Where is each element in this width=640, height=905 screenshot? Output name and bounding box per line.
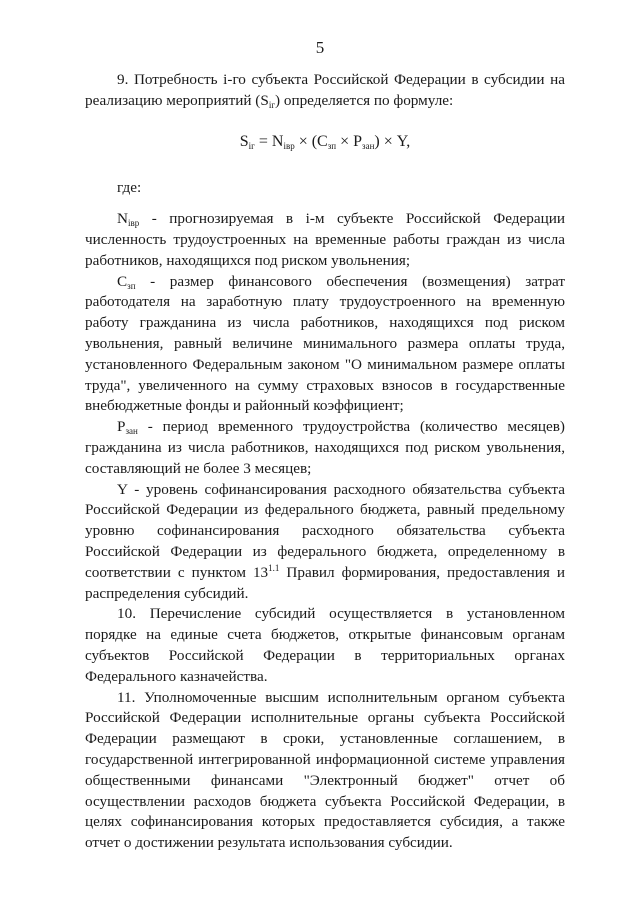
document-body <box>85 70 565 854</box>
definition-n <box>85 209 565 271</box>
definition-p-text: - период временного трудоустройства (количество месяцев) гражданина из числа работников, находящихся под риском увольнения, составляющий не более 3 месяцев; <box>85 418 565 477</box>
formula-n: = N <box>254 132 284 150</box>
definition-y-text-b: Правил формирования, предоставления и распределения субсидий. <box>85 563 565 602</box>
formula <box>85 132 565 153</box>
definition-p <box>85 417 565 479</box>
definition-y <box>85 480 565 605</box>
spacer <box>85 199 565 209</box>
paragraph-9 <box>85 70 565 112</box>
formula-s-sub: iг <box>248 140 255 151</box>
paragraph-9-text-a: 9. Потребность i-го субъекта Российской Федерации в субсидии на реализацию мероприятий (S <box>85 71 565 109</box>
definition-n-symbol: N <box>117 210 128 228</box>
formula-c: × (С <box>294 132 328 150</box>
definition-c <box>85 272 565 418</box>
formula-s: S <box>239 132 249 150</box>
paragraph-10: 10. Перечисление субсидий осуществляется в установленном порядке на единые счета бюджетов, открытые финансовым органам субъектов Российской Федерации в территориальных органах Федерального казначейства. <box>85 605 565 685</box>
definition-n-sub: iвр <box>127 218 140 229</box>
definition-p-sub: зан <box>125 426 138 437</box>
where-label: где: <box>117 179 142 197</box>
paragraph-9-text-b: ) определяется по формуле: <box>275 91 454 109</box>
formula-p-sub: зан <box>362 140 375 151</box>
definition-y-superscript: 1.1 <box>268 562 280 573</box>
paragraph-11: 11. Уполномоченные высшим исполнительным органом субъекта Российской Федерации исполнительные органы субъекта Российской Федерации размещают в сроки, установленные соглашением, в государственной интегрированной информационной системе управления общественными финансами "Электронный бюджет" отчет об осуществлении расходов бюджета субъекта Российской Федерации, в целях софинансирования которых предоставляется субсидия, а также отчет о достижении результата использования субсидии. <box>85 688 565 852</box>
definition-c-symbol: С <box>117 272 128 290</box>
formula-end: ) × Y, <box>374 132 411 150</box>
definition-y-text-a: Y - уровень софинансирования расходного обязательства субъекта Российской Федерации из федерального бюджета, равный предельному уровню софинансирования расходного обязательства субъекта Российской Федерации из федерального бюджета, определенному в соответствии с пунктом 13 <box>85 480 565 581</box>
definition-c-sub: зп <box>127 280 136 291</box>
formula-n-sub: iвр <box>283 140 295 151</box>
formula-p: × Р <box>336 132 363 150</box>
paragraph-9-subscript: iг <box>268 99 276 110</box>
definition-n-text: - прогнозируемая в i-м субъекте Российской Федерации численность трудоустроенных на временные работы граждан из числа работников, находящихся под риском увольнения; <box>85 210 565 269</box>
definition-c-text: - размер финансового обеспечения (возмещения) затрат работодателя на заработную плату трудоустроенного на временную работу гражданина из числа работников, находящихся под риском увольнения, равный величине минимального размера оплаты труда, установленного Федеральным законом "О минимальном размере оплаты труда", увеличенного на сумму страховых взносов в государственные внебюджетные фонды и районный коэффициент; <box>85 272 565 415</box>
page-number: 5 <box>315 38 325 57</box>
formula-c-sub: зп <box>327 140 337 151</box>
definition-p-symbol: Р <box>117 418 126 436</box>
